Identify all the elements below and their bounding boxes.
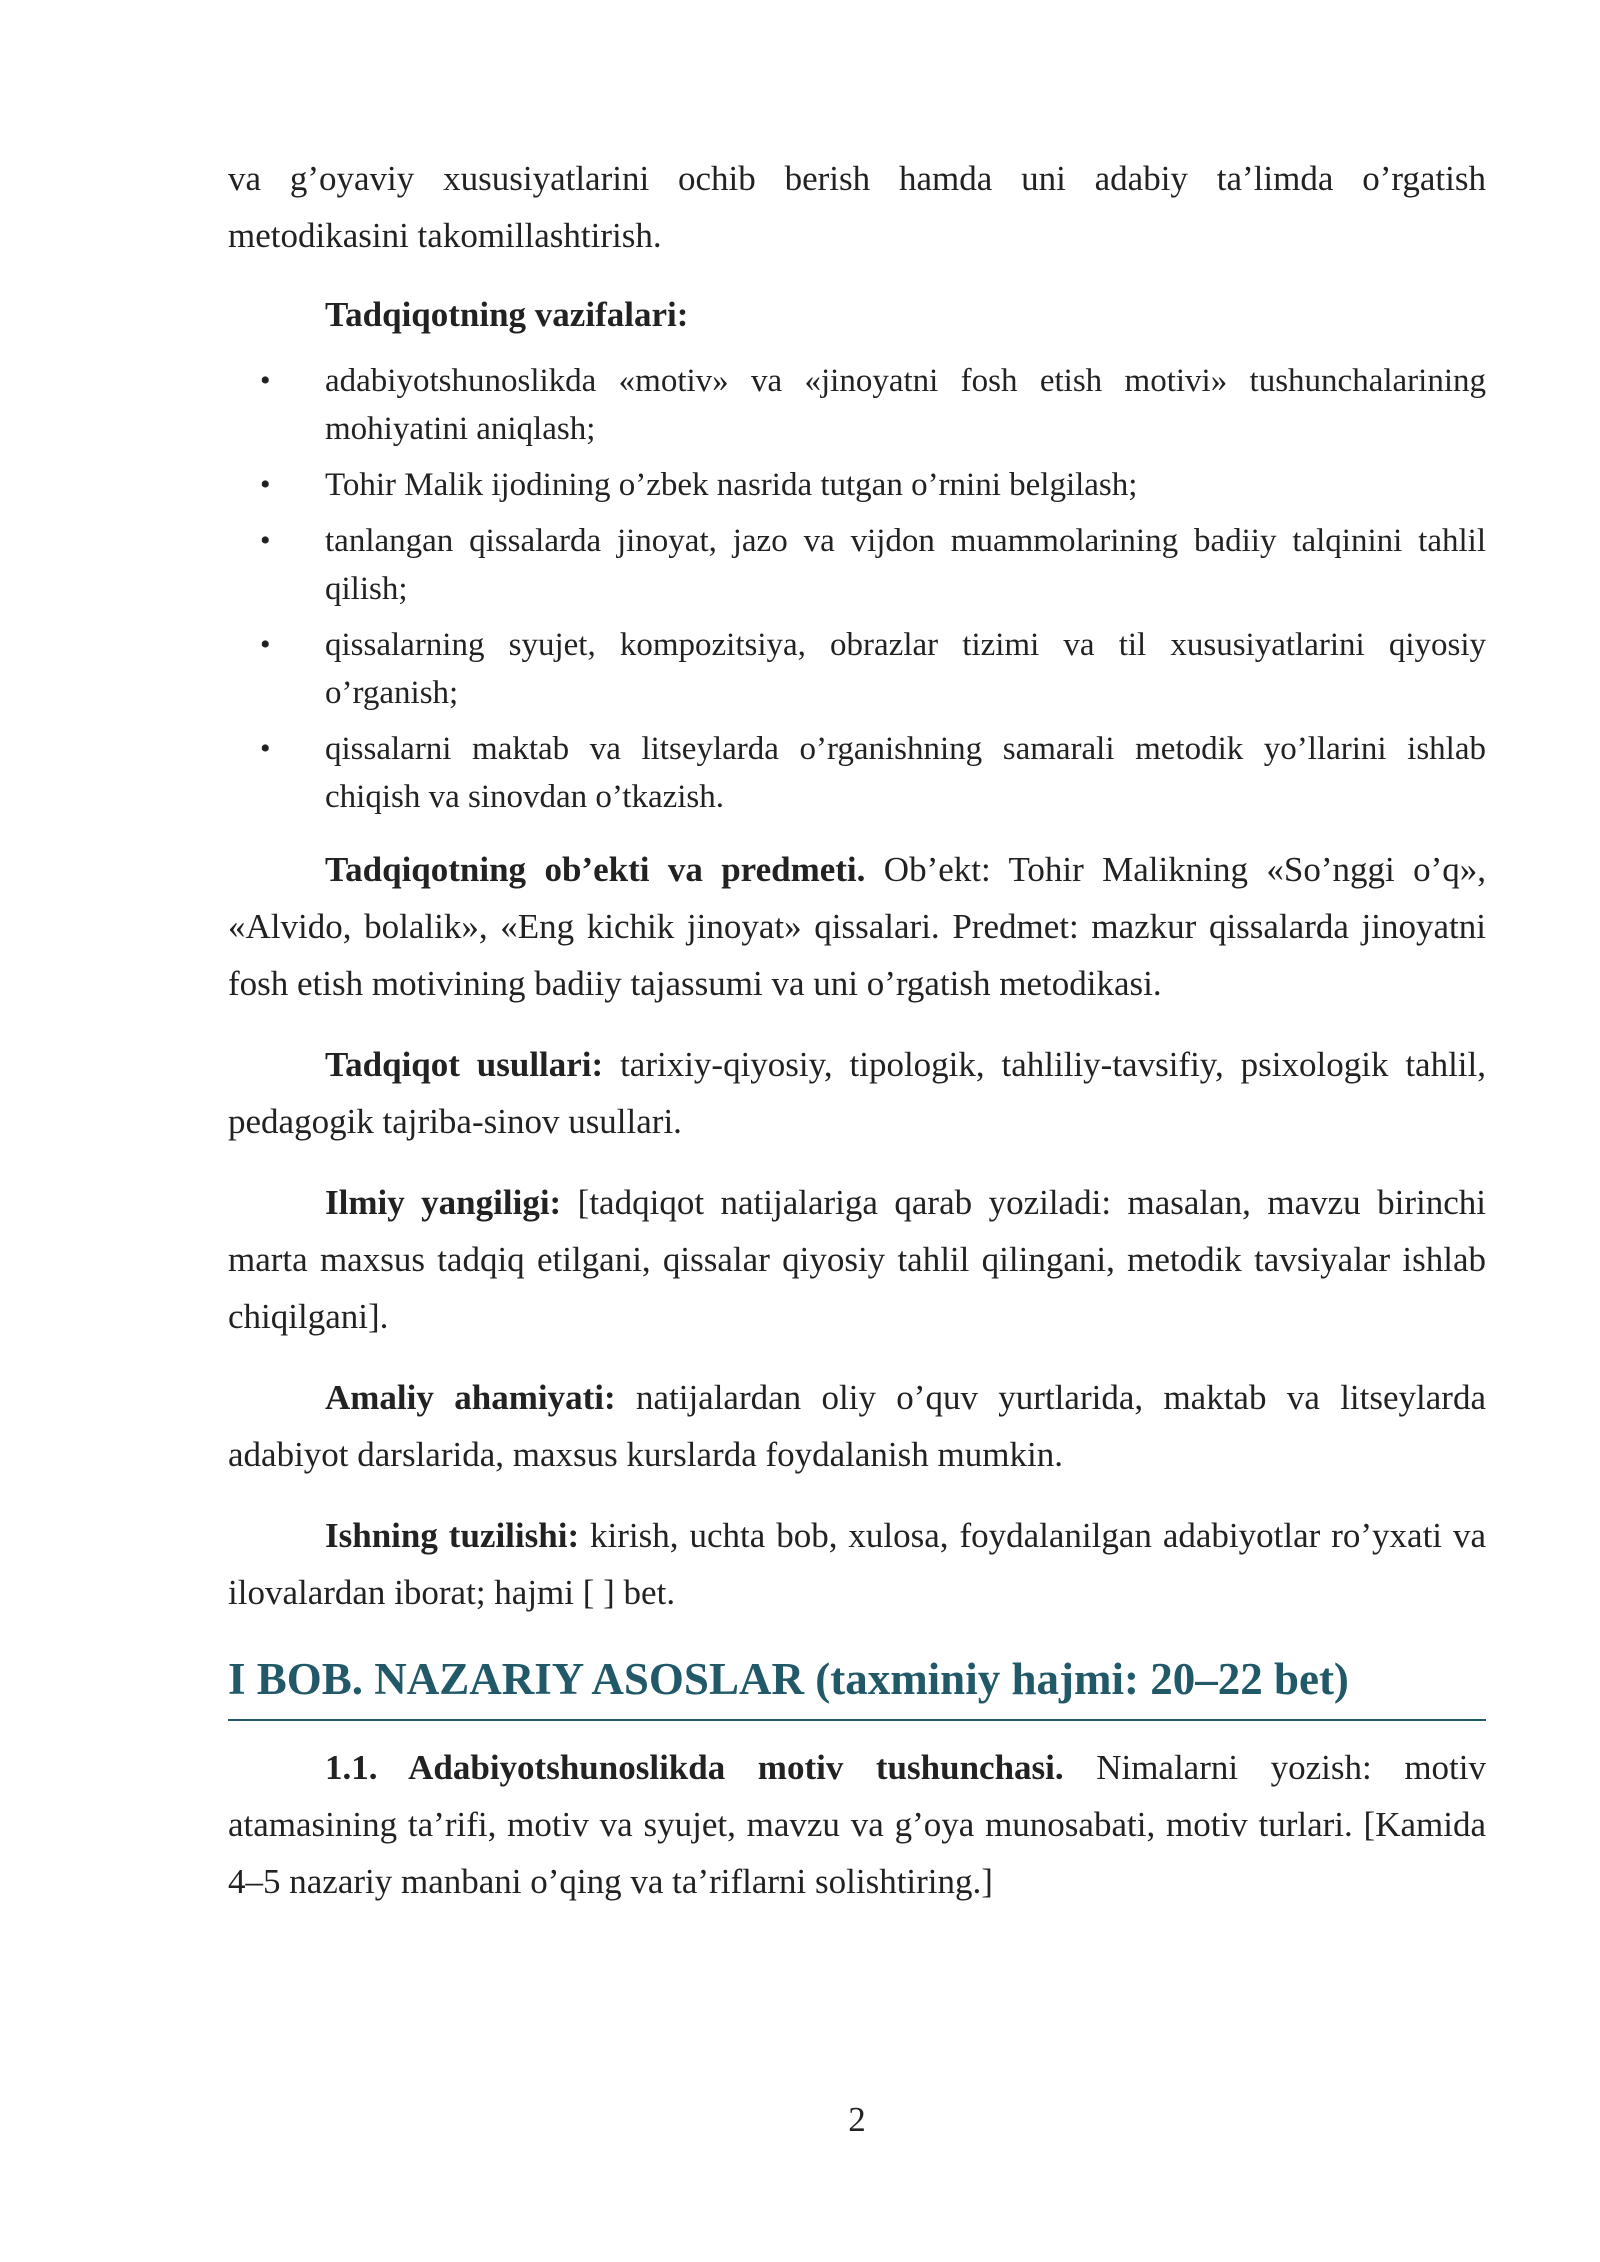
- bullet-icon: •: [260, 468, 271, 501]
- bullet-icon: •: [260, 364, 271, 397]
- object-paragraph: [228, 841, 1486, 1012]
- chapter-heading: I BOB. NAZARIY ASOSLAR (taxminiy hajmi: 20–22 bet): [228, 1647, 1486, 1721]
- bullet-icon: •: [260, 732, 271, 765]
- list-item: [228, 725, 1486, 821]
- novelty-paragraph: [228, 1174, 1486, 1345]
- novelty-text: [tadqiqot natijalariga qarab yoziladi: masalan, mavzu birinchi marta maxsus tadqiq etilgani, qissalar qiyosiy tahlil qilingani, metodik tavsiyalar ishlab chiqilgani].: [228, 1183, 1487, 1336]
- list-item: [228, 461, 1486, 509]
- page-number: 2: [848, 2100, 866, 2139]
- object-text: Ob’ekt: Tohir Malikning «So’nggi o’q», «Alvido, bolalik», «Eng kichik jinoyat» qissalari. Predmet: mazkur qissalarda jinoyatni fosh etish motivining badiiy tajassumi va uni o’rgatish metodikasi.: [228, 850, 1486, 1003]
- structure-label: Ishning tuzilishi:: [325, 1516, 580, 1555]
- list-item-text: qissalarning syujet, kompozitsiya, obrazlar tizimi va til xususiyatlarini qiyosiy o’rganish;: [325, 627, 1486, 711]
- document-page: [228, 150, 1486, 1910]
- list-item-text: tanlangan qissalarda jinoyat, jazo va vijdon muammolarining badiiy talqinini tahlil qilish;: [325, 523, 1486, 607]
- list-item-text: Tohir Malik ijodining o’zbek nasrida tutgan o’rnini belgilash;: [325, 467, 1138, 503]
- list-item: [228, 517, 1486, 613]
- tasks-heading: Tadqiqotning vazifalari:: [325, 295, 689, 334]
- methods-text: tarixiy-qiyosiy, tipologik, tahliliy-tavsifiy, psixologik tahlil, pedagogik tajriba-sinov usullari.: [228, 1045, 1486, 1141]
- list-item-text: qissalarni maktab va litseylarda o’rganishning samarali metodik yo’llarini ishlab chiqish va sinovdan o’tkazish.: [325, 731, 1486, 815]
- methods-paragraph: [228, 1036, 1486, 1150]
- bullet-icon: •: [260, 524, 271, 557]
- tasks-list: [228, 357, 1486, 821]
- continuation-paragraph: va g’oyaviy xususiyatlarini ochib berish hamda uni adabiy ta’limda o’rgatish metodikasini takomillashtirish.: [228, 159, 1486, 255]
- structure-text: kirish, uchta bob, xulosa, foydalanilgan adabiyotlar ro’yxati va ilovalardan iborat; hajmi [ ] bet.: [228, 1516, 1487, 1612]
- practical-paragraph: [228, 1369, 1486, 1483]
- section-1-1-text: Nimalarni yozish: motiv atamasining ta’rifi, motiv va syujet, mavzu va g’oya munosabati, motiv turlari. [Kamida 4–5 nazariy manbani o’qing va ta’riflarni solishtiring.]: [228, 1748, 1486, 1901]
- section-1-1-paragraph: [228, 1739, 1486, 1910]
- list-item: [228, 357, 1486, 453]
- list-item: [228, 621, 1486, 717]
- list-item-text: adabiyotshunoslikda «motiv» va «jinoyatni fosh etish motivi» tushunchalarining mohiyatini aniqlash;: [325, 363, 1486, 447]
- section-1-1-label: 1.1. Adabiyotshunoslikda motiv tushunchasi.: [325, 1748, 1064, 1787]
- bullet-icon: •: [260, 628, 271, 661]
- practical-text: natijalardan oliy o’quv yurtlarida, maktab va litseylarda adabiyot darslarida, maxsus kurslarda foydalanish mumkin.: [228, 1378, 1486, 1474]
- practical-label: Amaliy ahamiyati:: [325, 1378, 616, 1417]
- novelty-label: Ilmiy yangiligi:: [325, 1183, 562, 1222]
- methods-label: Tadqiqot usullari:: [325, 1045, 604, 1084]
- structure-paragraph: [228, 1507, 1486, 1621]
- object-label: Tadqiqotning ob’ekti va predmeti.: [325, 850, 866, 889]
